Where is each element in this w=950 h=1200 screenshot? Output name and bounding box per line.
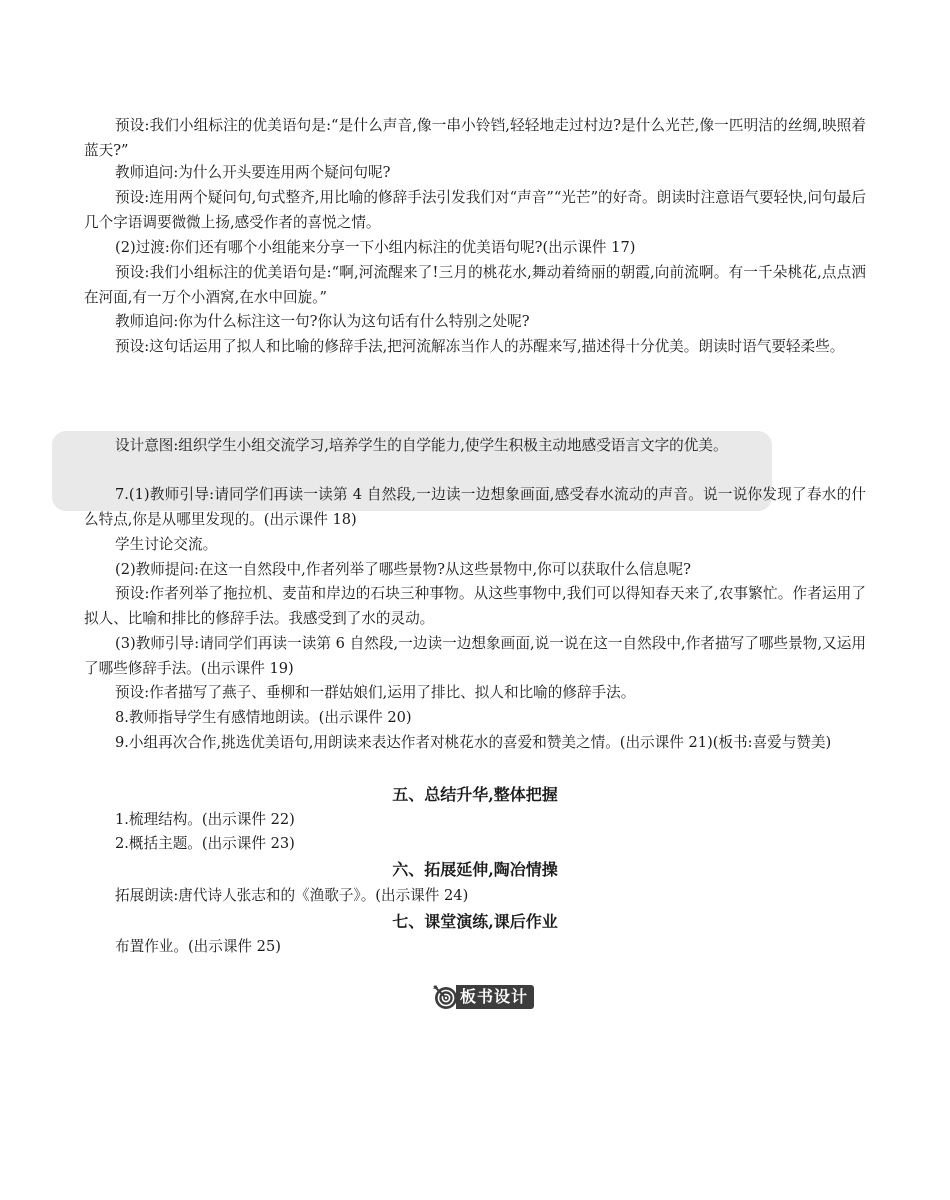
paragraph: 9.小组再次合作,挑选优美语句,用朗读来表达作者对桃花水的喜爱和赞美之情。(出示课件 21)(板书:喜爱与赞美) [115, 734, 832, 751]
paragraph: 7.(1)教师引导:请同学们再读一读第 4 自然段,一边读一边想象画面,感受春水流动的声音。说一说你发现了春水的什么特点,你是从哪里发现的。(出示课件 18) [84, 486, 866, 528]
paragraph: 拓展朗读:唐代诗人张志和的《渔歌子》。(出示课件 24) [115, 887, 469, 904]
board-design-badge [432, 984, 534, 1010]
paragraph: 预设:作者列举了拖拉机、麦苗和岸边的石块三种事物。从这些事物中,我们可以得知春天来了,农事繁忙。作者运用了拟人、比喻和排比的修辞手法。我感受到了水的灵动。 [84, 585, 866, 627]
board-design-label: 板书设计 [456, 985, 534, 1009]
paragraph: (2)过渡:你们还有哪个小组能来分享一下小组内标注的优美语句呢?(出示课件 17) [115, 239, 636, 256]
paragraph: 教师追问:你为什么标注这一句?你认为这句话有什么特别之处呢? [115, 313, 530, 330]
paragraph: 1.梳理结构。(出示课件 22) [115, 811, 295, 828]
paragraph: (3)教师引导:请同学们再读一读第 6 自然段,一边读一边想象画面,说一说在这一自然段中,作者描写了哪些景物,又运用了哪些修辞手法。(出示课件 19) [84, 635, 866, 677]
section-heading: 六、拓展延伸,陶冶情操 [392, 860, 558, 879]
paragraph: 预设:连用两个疑问句,句式整齐,用比喻的修辞手法引发我们对“声音”“光芒”的好奇。朗读时注意语气要轻快,问句最后几个字语调要微微上扬,感受作者的喜悦之情。 [84, 189, 866, 231]
paragraph: 预设:我们小组标注的优美语句是:“啊,河流醒来了!三月的桃花水,舞动着绮丽的朝霞,向前流啊。有一千朵桃花,点点洒在河面,有一万个小酒窝,在水中回旋。” [84, 264, 866, 306]
paragraph: 预设:作者描写了燕子、垂柳和一群姑娘们,运用了排比、拟人和比喻的修辞手法。 [115, 684, 636, 701]
paragraph: 教师追问:为什么开头要连用两个疑问句呢? [115, 164, 391, 181]
target-icon [432, 984, 458, 1010]
paragraph: 学生讨论交流。 [115, 536, 218, 553]
paragraph: 2.概括主题。(出示课件 23) [115, 835, 295, 852]
paragraph: 预设:这句话运用了拟人和比喻的修辞手法,把河流解冻当作人的苏醒来写,描述得十分优美。朗读时语气要轻柔些。 [115, 338, 845, 355]
paragraph: (2)教师提问:在这一自然段中,作者列举了哪些景物?从这些景物中,你可以获取什么信息呢? [115, 561, 691, 578]
design-intent-text: 设计意图:组织学生小组交流学习,培养学生的自学能力,使学生积极主动地感受语言文字的优美。 [115, 437, 728, 454]
paragraph: 布置作业。(出示课件 25) [115, 938, 281, 955]
paragraph: 8.教师指导学生有感情地朗读。(出示课件 20) [115, 709, 412, 726]
section-heading: 五、总结升华,整体把握 [392, 785, 558, 804]
section-heading: 七、课堂演练,课后作业 [392, 912, 558, 931]
paragraph: 预设:我们小组标注的优美语句是:“是什么声音,像一串小铃铛,轻轻地走过村边?是什么光芒,像一匹明洁的丝绸,映照着蓝天?” [84, 117, 866, 159]
